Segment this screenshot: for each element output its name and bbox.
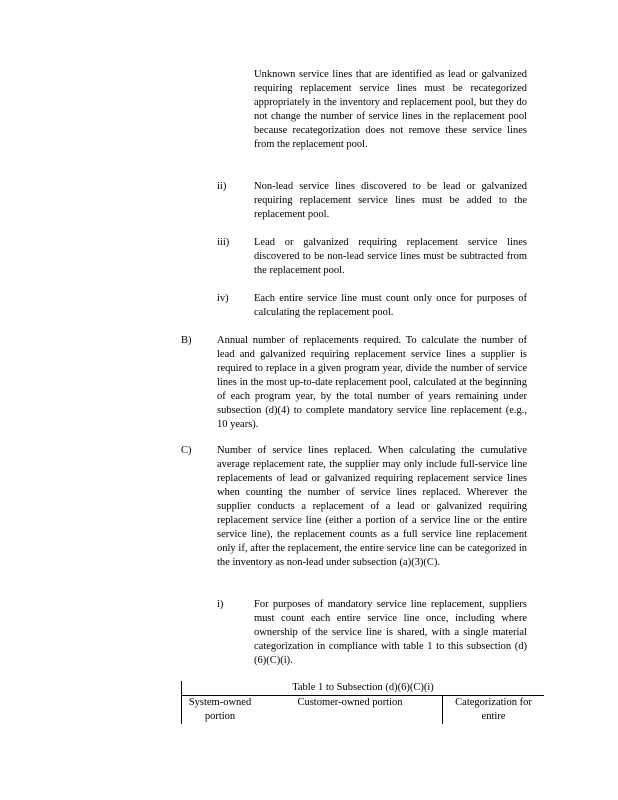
section-c-label: C) (181, 445, 192, 456)
categorization-table (181, 681, 544, 724)
item-ii-text: Non-lead service lines discovered to be lead or galvanized requiring replacement service lines must be added to the replacement pool. (254, 181, 527, 220)
section-c-i-label: i) (217, 599, 224, 610)
section-c-i-text: For purposes of mandatory service line replacement, suppliers must count each entire service line once, including where ownership of the service line is shared, with a single material categorization in compliance with table 1 to this subsection (d)(6)(C)(i). (254, 599, 527, 666)
table-header-system-owned: System-owned portion (182, 696, 259, 725)
table-header-categorization: Categorization for entire (443, 696, 545, 725)
table-header-customer-owned: Customer-owned portion (258, 696, 443, 725)
item-iv-label: iv) (217, 293, 229, 304)
continuation-paragraph: Unknown service lines that are identified as lead or galvanized requiring replacement service lines must be recategorized appropriately in the inventory and replacement pool, but they do not change the number of service lines in the replacement pool because recategorization does not remove these service lines from the replacement pool. (254, 69, 527, 150)
section-c-text: Number of service lines replaced. When calculating the cumulative average replacement rate, the supplier may only include full-service line replacements of lead or galvanized requiring replacement service lines when counting the number of service lines replaced. Wherever the supplier conducts a replacement of a lead or galvanized requiring replacement service line (either a portion of a service line or the entire service line), the replacement counts as a full service line replacement only if, after the replacement, the entire service line can be categorized in the inventory as non-lead under subsection (a)(3)(C). (217, 445, 527, 568)
item-iii-label: iii) (217, 237, 230, 248)
section-b-text: Annual number of replacements required. To calculate the number of lead and galvanized requiring replacement service lines a supplier is required to replace in a given program year, divide the number of service lines in the most up-to-date replacement pool, calculated at the beginning of each program year, by the total number of years remaining under subsection (d)(4) to complete mandatory service line replacement (e.g., 10 years). (217, 335, 527, 430)
item-ii-label: ii) (217, 181, 227, 192)
item-iv-text: Each entire service line must count only once for purposes of calculating the replacement pool. (254, 293, 527, 318)
item-iii-text: Lead or galvanized requiring replacement service lines discovered to be non-lead service lines must be subtracted from the replacement pool. (254, 237, 527, 276)
table-caption: Table 1 to Subsection (d)(6)(C)(i) (182, 681, 545, 696)
section-b-label: B) (181, 335, 192, 346)
